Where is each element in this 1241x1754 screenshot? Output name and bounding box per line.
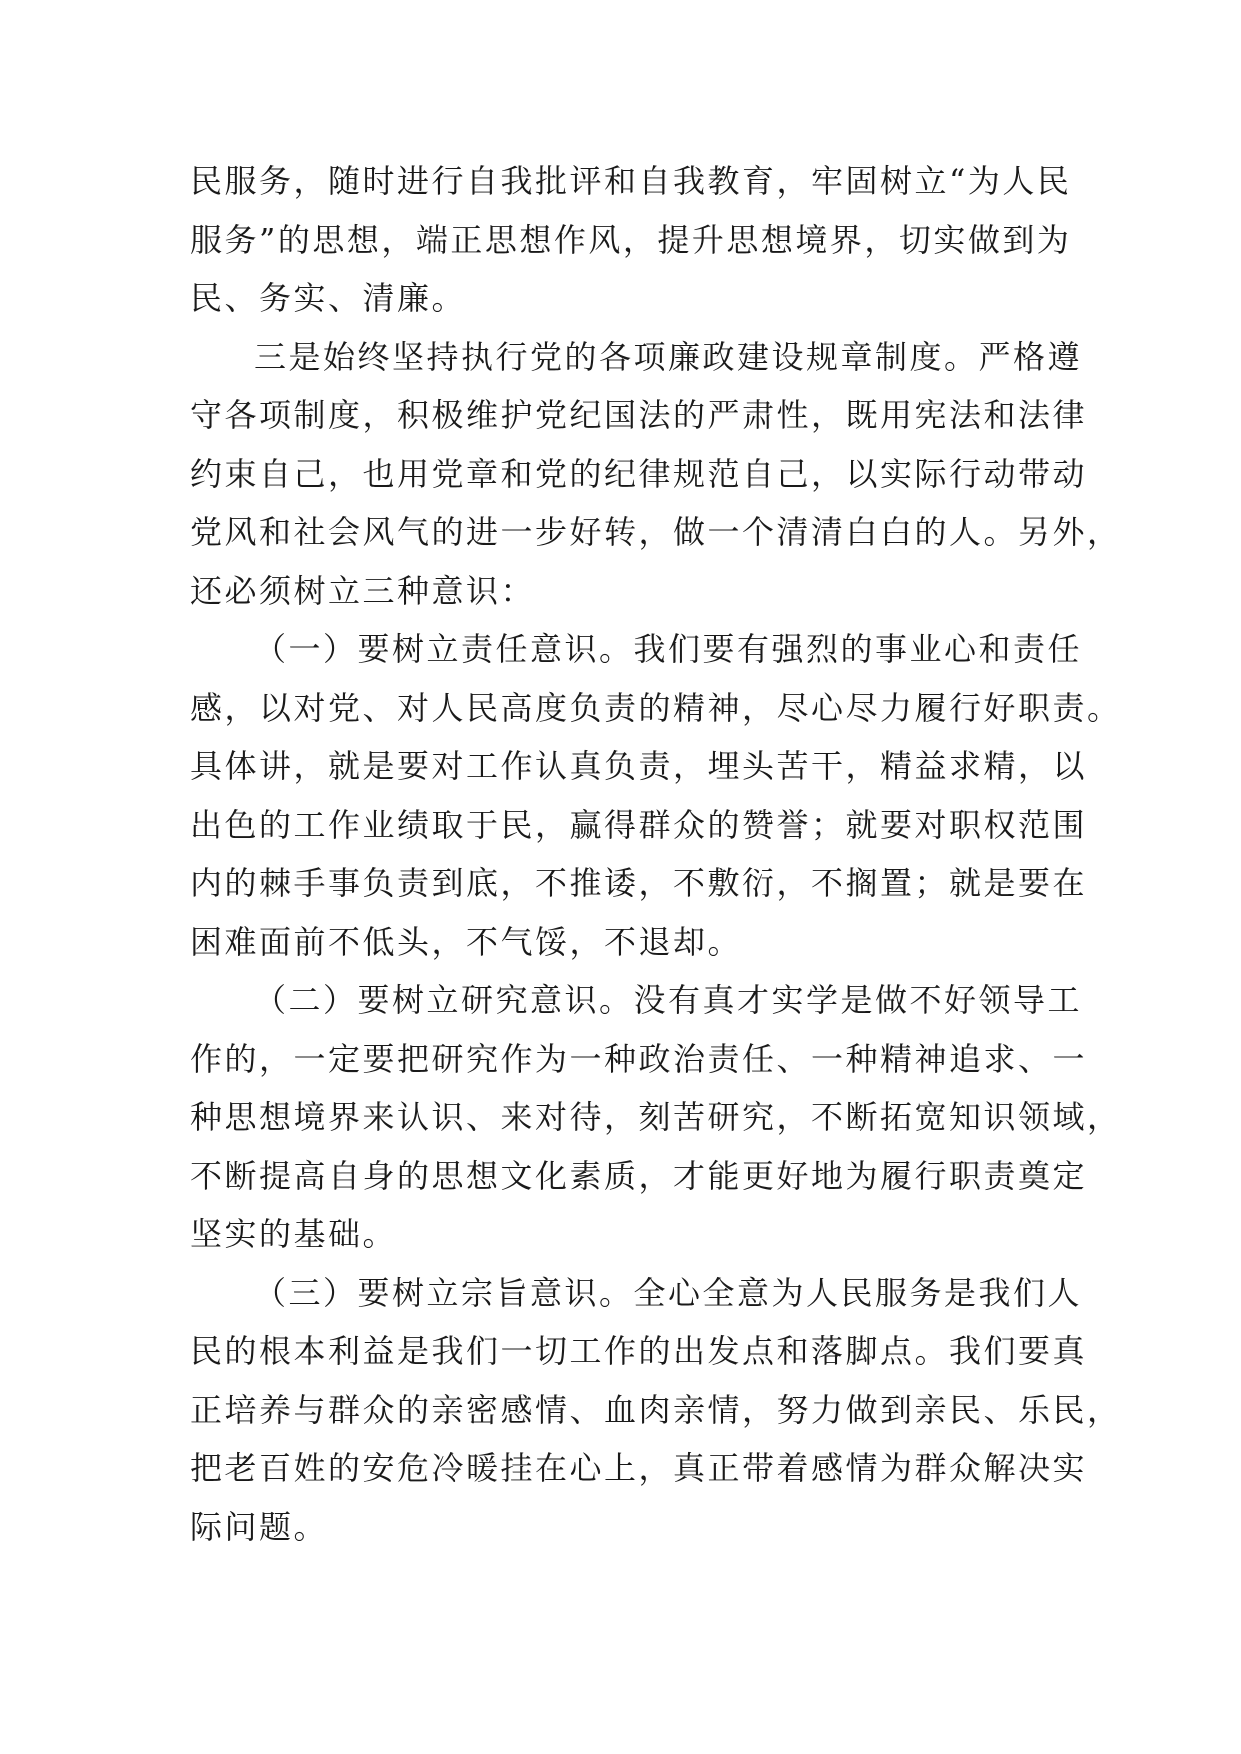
text-line: 具体讲，就是要对工作认真负责，埋头苦干，精益求精，以 xyxy=(190,747,1088,785)
text-line: 正培养与群众的亲密感情、血肉亲情，努力做到亲民、乐民， xyxy=(190,1390,1122,1429)
text-line: 不断提高自身的思想文化素质，才能更好地为履行职责奠定 xyxy=(190,1156,1088,1195)
text-line: （二）要树立研究意识。没有真才实学是做不好领导工 xyxy=(254,981,1083,1019)
text-line: （三）要树立宗旨意识。全心全意为人民服务是我们人 xyxy=(254,1273,1083,1312)
text-line: 种思想境界来认识、来对待，刻苦研究，不断拓宽知识领域， xyxy=(190,1098,1122,1136)
text-line: 感，以对党、对人民高度负责的精神，尽心尽力履行好职责。 xyxy=(190,688,1122,727)
text-line: 服务”的思想，端正思想作风，提升思想境界，切实做到为 xyxy=(190,220,1072,259)
text-line: 民的根本利益是我们一切工作的出发点和落脚点。我们要真 xyxy=(190,1332,1088,1370)
text-line: 把老百姓的安危冷暖挂在心上，真正带着感情为群众解决实 xyxy=(190,1449,1088,1487)
text-line: 困难面前不低头，不气馁，不退却。 xyxy=(190,922,743,961)
text-line: 出色的工作业绩取于民，赢得群众的赞誉；就要对职权范围 xyxy=(190,805,1088,844)
text-line: 民服务，随时进行自我批评和自我教育，牢固树立“为人民 xyxy=(190,162,1072,200)
text-line: （一）要树立责任意识。我们要有强烈的事业心和责任 xyxy=(254,630,1083,668)
text-line: 内的棘手事负责到底，不推诿，不敷衍，不搁置；就是要在 xyxy=(190,864,1088,902)
text-line: 坚实的基础。 xyxy=(190,1215,398,1253)
text-line: 作的，一定要把研究作为一种政治责任、一种精神追求、一 xyxy=(190,1039,1088,1078)
text-line: 党风和社会风气的进一步好转，做一个清清白白的人。另外， xyxy=(190,513,1122,551)
text-line: 约束自己，也用党章和党的纪律规范自己，以实际行动带动 xyxy=(190,454,1088,493)
text-line: 际问题。 xyxy=(190,1507,329,1546)
text-line: 还必须树立三种意识： xyxy=(190,571,536,610)
document-body xyxy=(190,152,1122,1556)
text-line: 守各项制度，积极维护党纪国法的严肃性，既用宪法和法律 xyxy=(190,396,1088,434)
text-line: 民、务实、清廉。 xyxy=(190,279,467,317)
text-line: 三是始终坚持执行党的各项廉政建设规章制度。严格遵 xyxy=(254,337,1083,376)
